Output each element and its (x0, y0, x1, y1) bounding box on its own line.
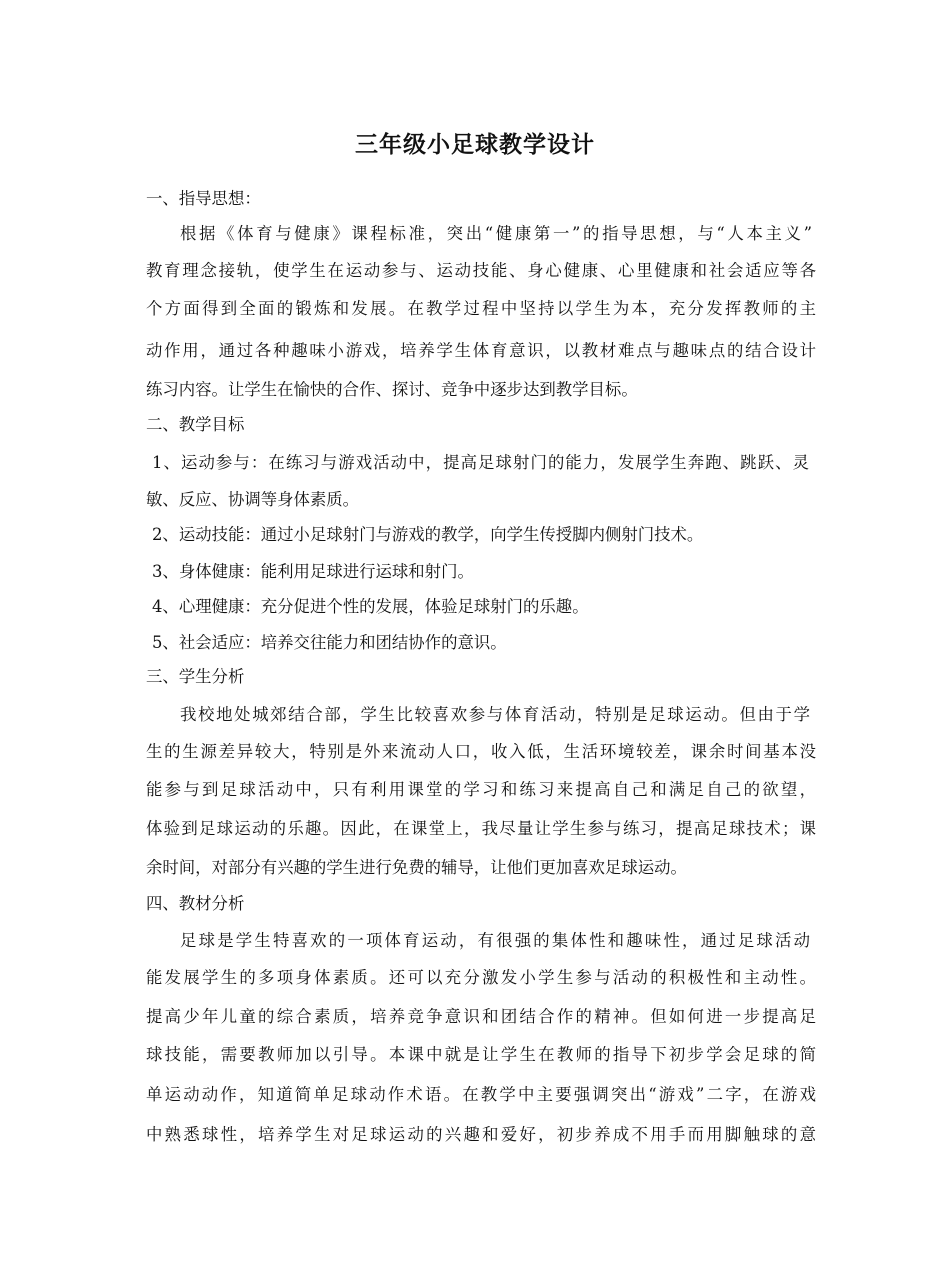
goal-item: 3、身体健康：能利用足球进行运球和射门。 (152, 562, 474, 581)
paragraph-line: 教育理念接轨，使学生在运动参与、运动技能、身心健康、心里健康和社会适应等各 (146, 261, 816, 280)
paragraph-line: 能参与到足球活动中，只有利用课堂的学习和练习来提高自己和满足自己的欲望， (146, 780, 816, 799)
section-heading-guiding-ideology: 一、指导思想： (146, 189, 261, 208)
paragraph-line: 个方面得到全面的锻炼和发展。在教学过程中坚持以学生为本，充分发挥教师的主 (146, 299, 816, 318)
goal-item: 1、运动参与：在练习与游戏活动中，提高足球射门的能力，发展学生奔跑、跳跃、灵 (152, 453, 809, 472)
paragraph-line: 能发展学生的多项身体素质。还可以充分激发小学生参与活动的积极性和主动性。 (146, 968, 816, 987)
goal-item: 4、心理健康：充分促进个性的发展，体验足球射门的乐趣。 (152, 597, 589, 616)
paragraph-line: 球技能，需要教师加以引导。本课中就是让学生在教师的指导下初步学会足球的简 (146, 1045, 816, 1064)
paragraph-line: 根据《体育与健康》课程标准，突出“健康第一”的指导思想，与“人本主义” (180, 224, 812, 243)
paragraph-line: 动作用，通过各种趣味小游戏，培养学生体育意识，以教材难点与趣味点的结合设计 (146, 341, 816, 360)
paragraph-line: 体验到足球运动的乐趣。因此，在课堂上，我尽量让学生参与练习，提高足球技术；课 (146, 819, 816, 838)
paragraph-line: 生的生源差异较大，特别是外来流动人口，收入低，生活环境较差，课余时间基本没 (146, 742, 816, 761)
section-heading-material-analysis: 四、教材分析 (146, 894, 245, 913)
paragraph-line: 余时间，对部分有兴趣的学生进行免费的辅导，让他们更加喜欢足球运动。 (146, 858, 687, 877)
goal-item: 2、运动技能：通过小足球射门与游戏的教学，向学生传授脚内侧射门技术。 (152, 525, 704, 544)
paragraph-line: 中熟悉球性，培养学生对足球运动的兴趣和爱好，初步养成不用手而用脚触球的意 (146, 1125, 816, 1144)
section-heading-teaching-goals: 二、教学目标 (146, 415, 245, 434)
paragraph-line: 提高少年儿童的综合素质，培养竞争意识和团结合作的精神。但如何进一步提高足 (146, 1007, 816, 1026)
section-heading-student-analysis: 三、学生分析 (146, 667, 245, 686)
paragraph-line: 足球是学生特喜欢的一项体育运动，有很强的集体性和趣味性，通过足球活动 (180, 931, 810, 950)
document-title: 三年级小足球教学设计 (355, 131, 595, 158)
goal-item-continuation: 敏、反应、协调等身体素质。 (146, 490, 360, 509)
paragraph-line: 单运动动作，知道简单足球动作术语。在教学中主要强调突出“游戏”二字，在游戏 (146, 1085, 816, 1104)
paragraph-line: 我校地处城郊结合部，学生比较喜欢参与体育活动，特别是足球运动。但由于学 (180, 705, 810, 724)
paragraph-line: 练习内容。让学生在愉快的合作、探讨、竞争中逐步达到教学目标。 (146, 380, 638, 399)
goal-item: 5、社会适应：培养交往能力和团结协作的意识。 (152, 633, 507, 652)
